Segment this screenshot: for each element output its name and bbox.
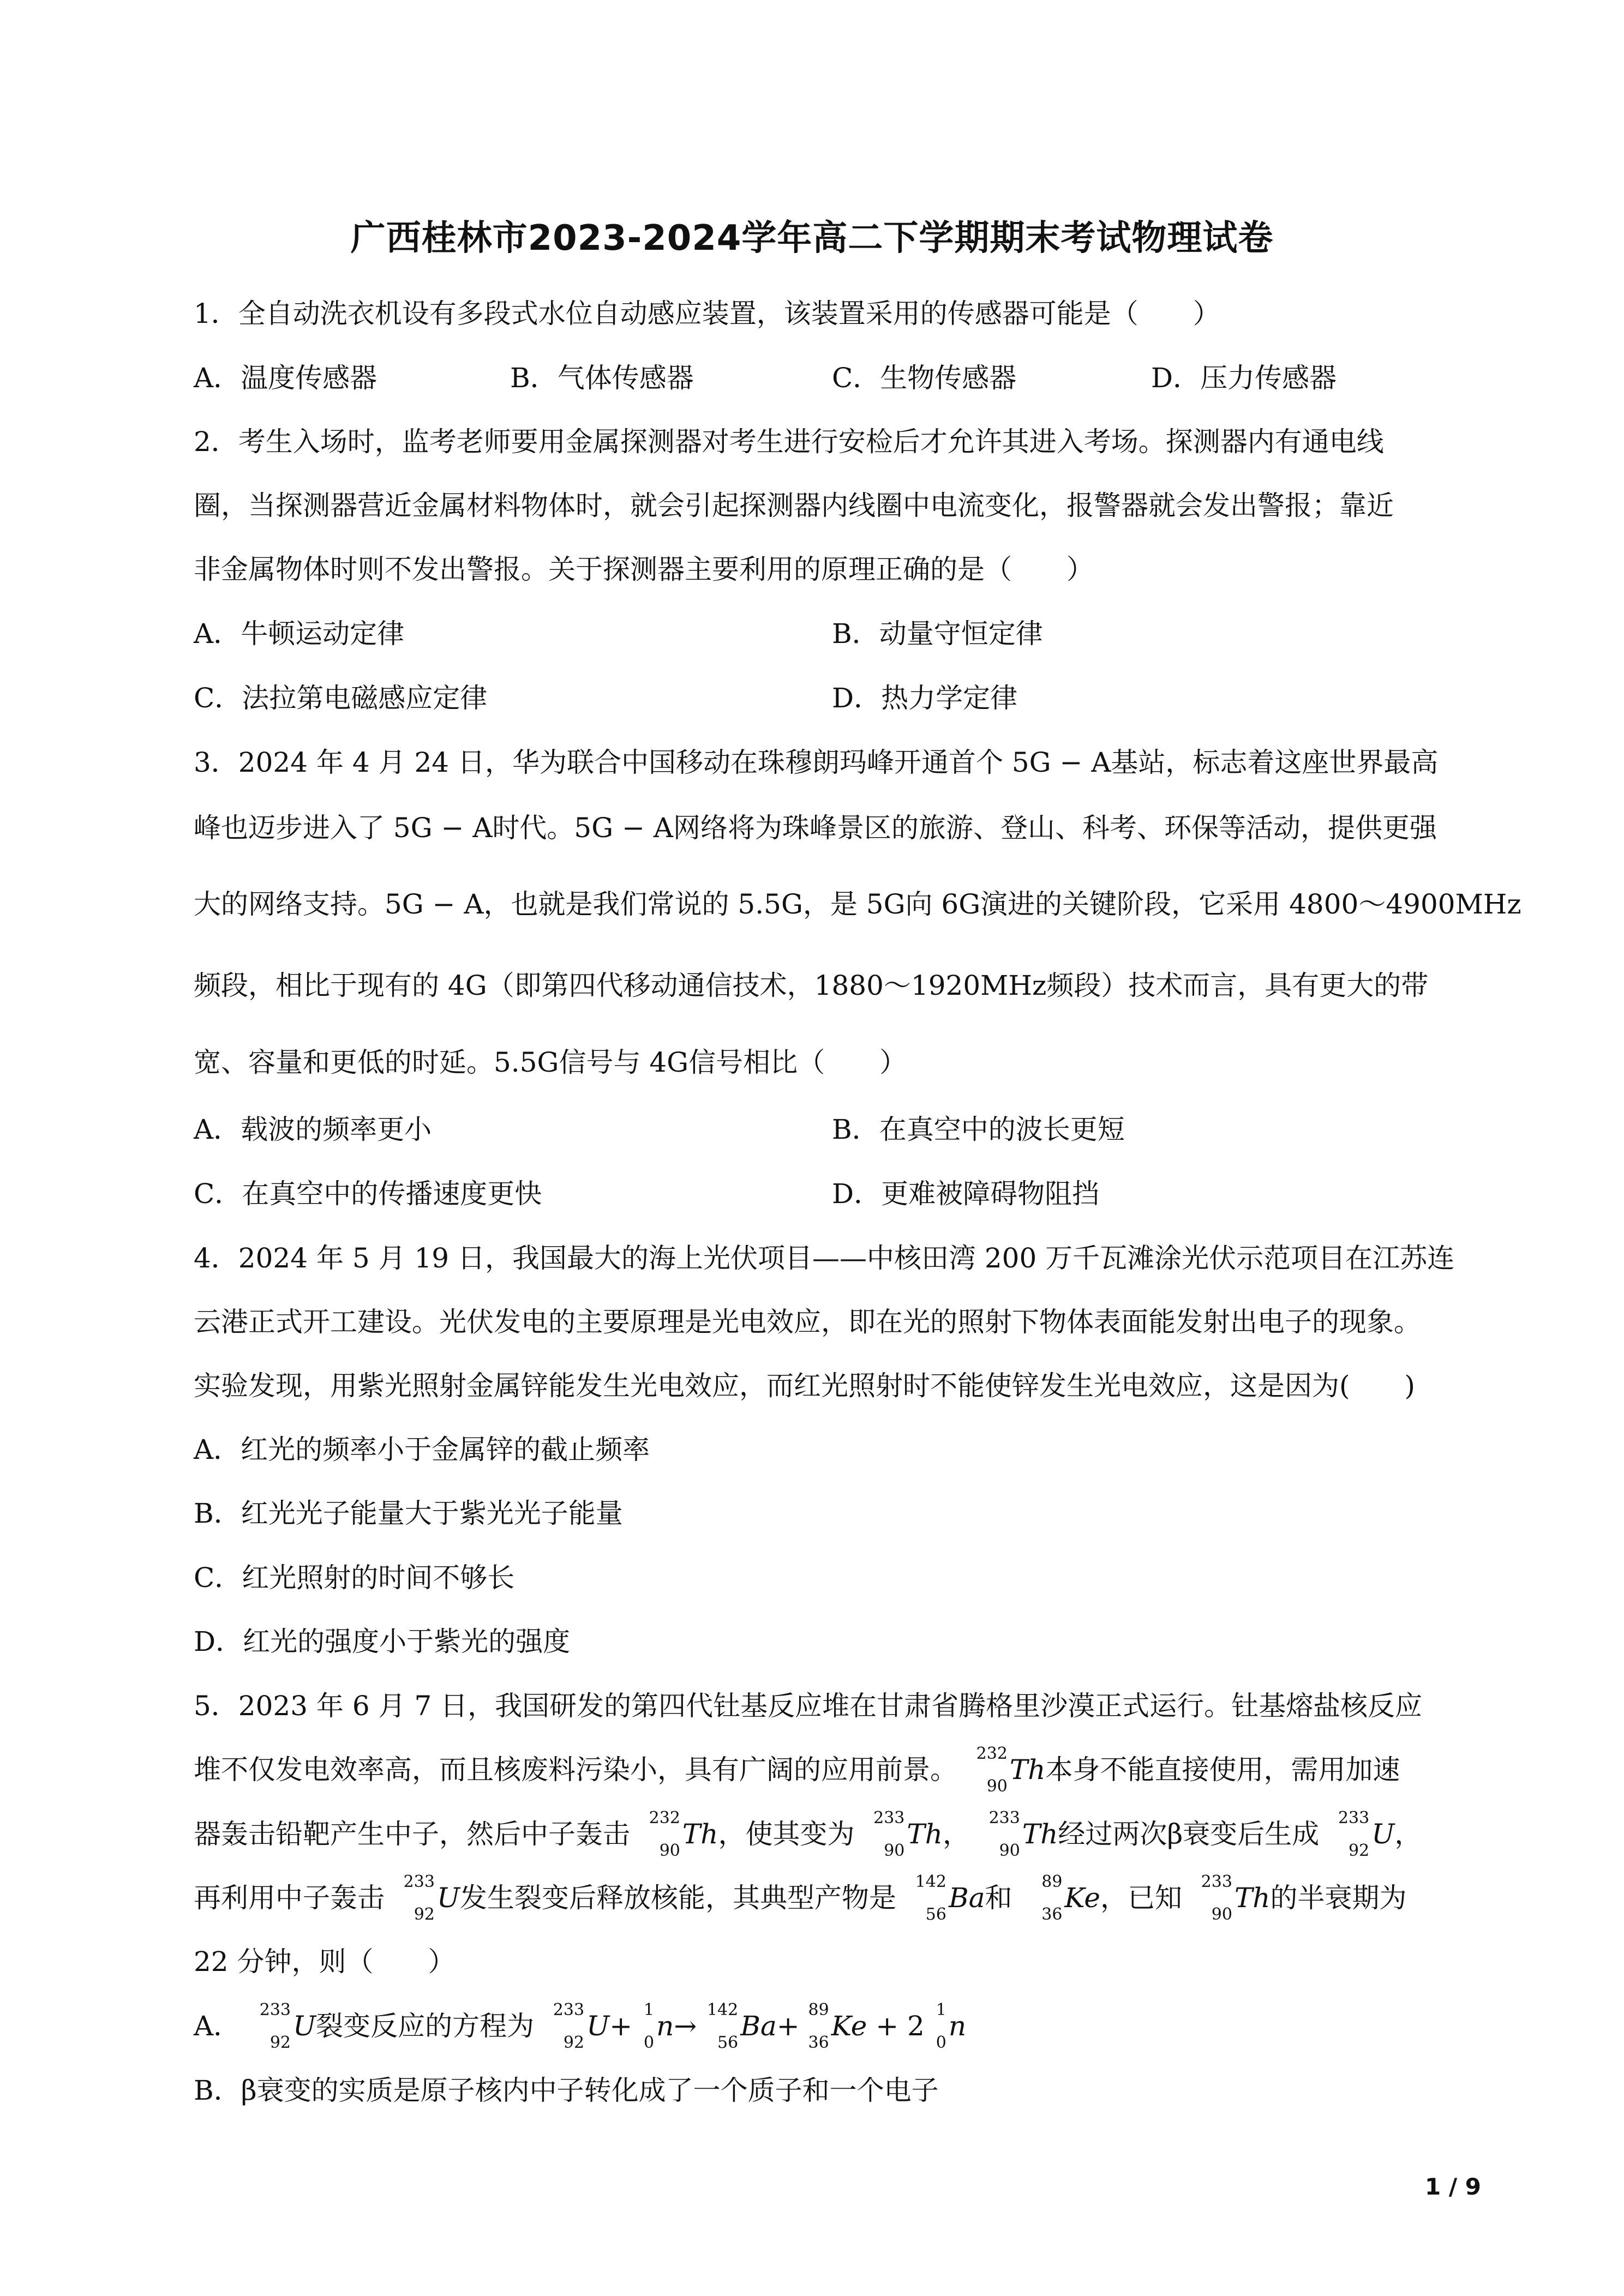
question-3-line-3: 大的网络支持。5G − A，也就是我们常说的 5.5G，是 5G向 6G演进的关键阶段，它采用 4800～4900MHz bbox=[194, 888, 1521, 920]
nuclide-u233: 233 92 bbox=[403, 1872, 435, 1924]
nuclide-th233: 233 90 bbox=[988, 1808, 1020, 1860]
q4-option-d: D．红光的强度小于紫光的强度 bbox=[194, 1626, 571, 1657]
nuclide-symbol: Th bbox=[1009, 1754, 1046, 1786]
q5-text: 裂变反应的方程为 bbox=[316, 2010, 535, 2042]
q3-option-d: D．更难被障碍物阻挡 bbox=[832, 1178, 1100, 1210]
nuclide-n: 1 0 bbox=[936, 2000, 946, 2052]
question-2-line-1: 2．考生入场时，监考老师要用金属探测器对考生进行安检后才允许其进入考场。探测器内有通电线 bbox=[194, 426, 1384, 458]
nuclide-symbol: n bbox=[656, 2010, 674, 2042]
question-5-line-5: 22 分钟，则（ ） bbox=[194, 1946, 456, 1978]
nuclide-symbol: U bbox=[1371, 1818, 1395, 1850]
question-5-line-2 bbox=[194, 1744, 1481, 1796]
nuclide-symbol: Th bbox=[1234, 1882, 1271, 1914]
arrow-sign: → bbox=[674, 2010, 697, 2042]
nuclide-symbol: U bbox=[436, 1882, 460, 1914]
q2-option-b: B．动量守恒定律 bbox=[832, 618, 1043, 650]
q5-text: 堆不仅发电效率高，而且核废料污染小，具有广阔的应用前景。 bbox=[194, 1754, 957, 1786]
q3-option-a: A．载波的频率更小 bbox=[194, 1114, 432, 1145]
question-2-line-2: 圈，当探测器营近金属材料物体时，就会引起探测器内线圈中电流变化，报警器就会发出警报；靠近 bbox=[194, 490, 1394, 521]
plus-sign: + bbox=[876, 2010, 899, 2042]
nuclide-symbol: U bbox=[586, 2010, 610, 2042]
q5-text: ，使其变为 bbox=[718, 1818, 855, 1850]
question-1-stem: 1．全自动洗衣机设有多段式水位自动感应装置，该装置采用的传感器可能是（ ） bbox=[194, 298, 1220, 329]
q5-text: ， bbox=[942, 1818, 970, 1850]
nuclide-symbol: n bbox=[948, 2010, 967, 2042]
nuclide-ba142: 142 56 bbox=[915, 1872, 946, 1924]
q5-text: 发生裂变后释放核能，其典型产物是 bbox=[460, 1882, 897, 1914]
q5-text: 器轰击铅靶产生中子，然后中子轰击 bbox=[194, 1818, 630, 1850]
nuclide-symbol: U bbox=[293, 2010, 316, 2042]
question-4-line-2: 云港正式开工建设。光伏发电的主要原理是光电效应，即在光的照射下物体表面能发射出电子的现象。 bbox=[194, 1306, 1421, 1338]
q5-text: 经过两次β衰变后生成 bbox=[1058, 1818, 1320, 1850]
nuclide-u233: 233 92 bbox=[1338, 1808, 1370, 1860]
q5-text: ， bbox=[1394, 1818, 1422, 1850]
nuclide-th233: 233 90 bbox=[873, 1808, 905, 1860]
q1-option-d: D．压力传感器 bbox=[1151, 362, 1337, 394]
question-5-line-1: 5．2023 年 6 月 7 日，我国研发的第四代钍基反应堆在甘肃省腾格里沙漠正式运行。钍基熔盐核反应 bbox=[194, 1690, 1423, 1722]
question-3-line-1: 3．2024 年 4 月 24 日，华为联合中国移动在珠穆朗玛峰开通首个 5G − A基站，标志着这座世界最高 bbox=[194, 747, 1439, 778]
question-4-line-1: 4．2024 年 5 月 19 日，我国最大的海上光伏项目——中核田湾 200 万千瓦滩涂光伏示范项目在江苏连 bbox=[194, 1242, 1455, 1274]
q1-option-b: B．气体传感器 bbox=[510, 362, 694, 394]
q3-option-b: B．在真空中的波长更短 bbox=[832, 1114, 1125, 1145]
plus-sign: + bbox=[609, 2010, 633, 2042]
question-3-line-4: 频段，相比于现有的 4G（即第四代移动通信技术，1880～1920MHz频段）技术而言，具有更大的带 bbox=[194, 970, 1429, 1001]
q2-option-d: D．热力学定律 bbox=[832, 682, 1018, 714]
q5-text: 和 bbox=[985, 1882, 1012, 1914]
q5-option-a bbox=[194, 2000, 967, 2052]
nuclide-ke89: 89 36 bbox=[1041, 1872, 1063, 1924]
nuclide-symbol: Ke bbox=[1064, 1882, 1101, 1914]
page-number: 1 / 9 bbox=[1424, 2173, 1481, 2200]
q5-text: 再利用中子轰击 bbox=[194, 1882, 385, 1914]
nuclide-th233: 233 90 bbox=[1201, 1872, 1232, 1924]
question-3-line-5: 宽、容量和更低的时延。5.5G信号与 4G信号相比（ ） bbox=[194, 1047, 907, 1078]
q1-option-a: A．温度传感器 bbox=[194, 362, 377, 394]
nuclide-symbol: Th bbox=[1022, 1818, 1058, 1850]
q1-option-c: C．生物传感器 bbox=[832, 362, 1017, 394]
nuclide-n: 1 0 bbox=[644, 2000, 655, 2052]
nuclide-symbol: Ba bbox=[948, 1882, 985, 1914]
q5-text: 的半衰期为 bbox=[1270, 1882, 1407, 1914]
q4-option-b: B．红光光子能量大于紫光光子能量 bbox=[194, 1498, 623, 1529]
q2-option-c: C．法拉第电磁感应定律 bbox=[194, 682, 488, 714]
nuclide-ba142: 142 56 bbox=[706, 2000, 739, 2052]
nuclide-u233: 233 92 bbox=[259, 2000, 291, 2052]
nuclide-th232: 232 90 bbox=[976, 1744, 1008, 1796]
nuclide-symbol: Ke bbox=[831, 2010, 867, 2042]
option-label: A． bbox=[194, 2010, 241, 2042]
nuclide-ke89: 89 36 bbox=[808, 2000, 829, 2052]
nuclide-symbol: Th bbox=[907, 1818, 943, 1850]
q3-option-c: C．在真空中的传播速度更快 bbox=[194, 1178, 542, 1210]
q5-text: ，已知 bbox=[1100, 1882, 1183, 1914]
nuclide-u233: 233 92 bbox=[553, 2000, 585, 2052]
q5-text: 本身不能直接使用，需用加速 bbox=[1045, 1754, 1400, 1786]
page-title: 广西桂林市2023-2024学年高二下学期期末考试物理试卷 bbox=[350, 218, 1274, 259]
nuclide-symbol: Ba bbox=[740, 2010, 777, 2042]
nuclide-symbol: Th bbox=[682, 1818, 718, 1850]
question-2-line-3: 非金属物体时则不发出警报。关于探测器主要利用的原理正确的是（ ） bbox=[194, 554, 1094, 585]
q4-option-a: A．红光的频率小于金属锌的截止频率 bbox=[194, 1434, 650, 1465]
question-4-line-3: 实验发现，用紫光照射金属锌能发生光电效应，而红光照射时不能使锌发生光电效应，这是因为( ) bbox=[194, 1370, 1416, 1402]
question-5-line-3 bbox=[194, 1808, 1481, 1860]
question-3-line-2: 峰也迈步进入了 5G − A时代。5G − A网络将为珠峰景区的旅游、登山、科考、环保等活动，提供更强 bbox=[194, 812, 1437, 844]
q4-option-c: C．红光照射的时间不够长 bbox=[194, 1562, 515, 1594]
question-5-line-4 bbox=[194, 1872, 1481, 1924]
coefficient: 2 bbox=[907, 2010, 925, 2042]
nuclide-th232: 232 90 bbox=[649, 1808, 680, 1860]
q2-option-a: A．牛顿运动定律 bbox=[194, 618, 405, 650]
plus-sign: + bbox=[776, 2010, 800, 2042]
q5-option-b: B．β衰变的实质是原子核内中子转化成了一个质子和一个电子 bbox=[194, 2075, 939, 2106]
